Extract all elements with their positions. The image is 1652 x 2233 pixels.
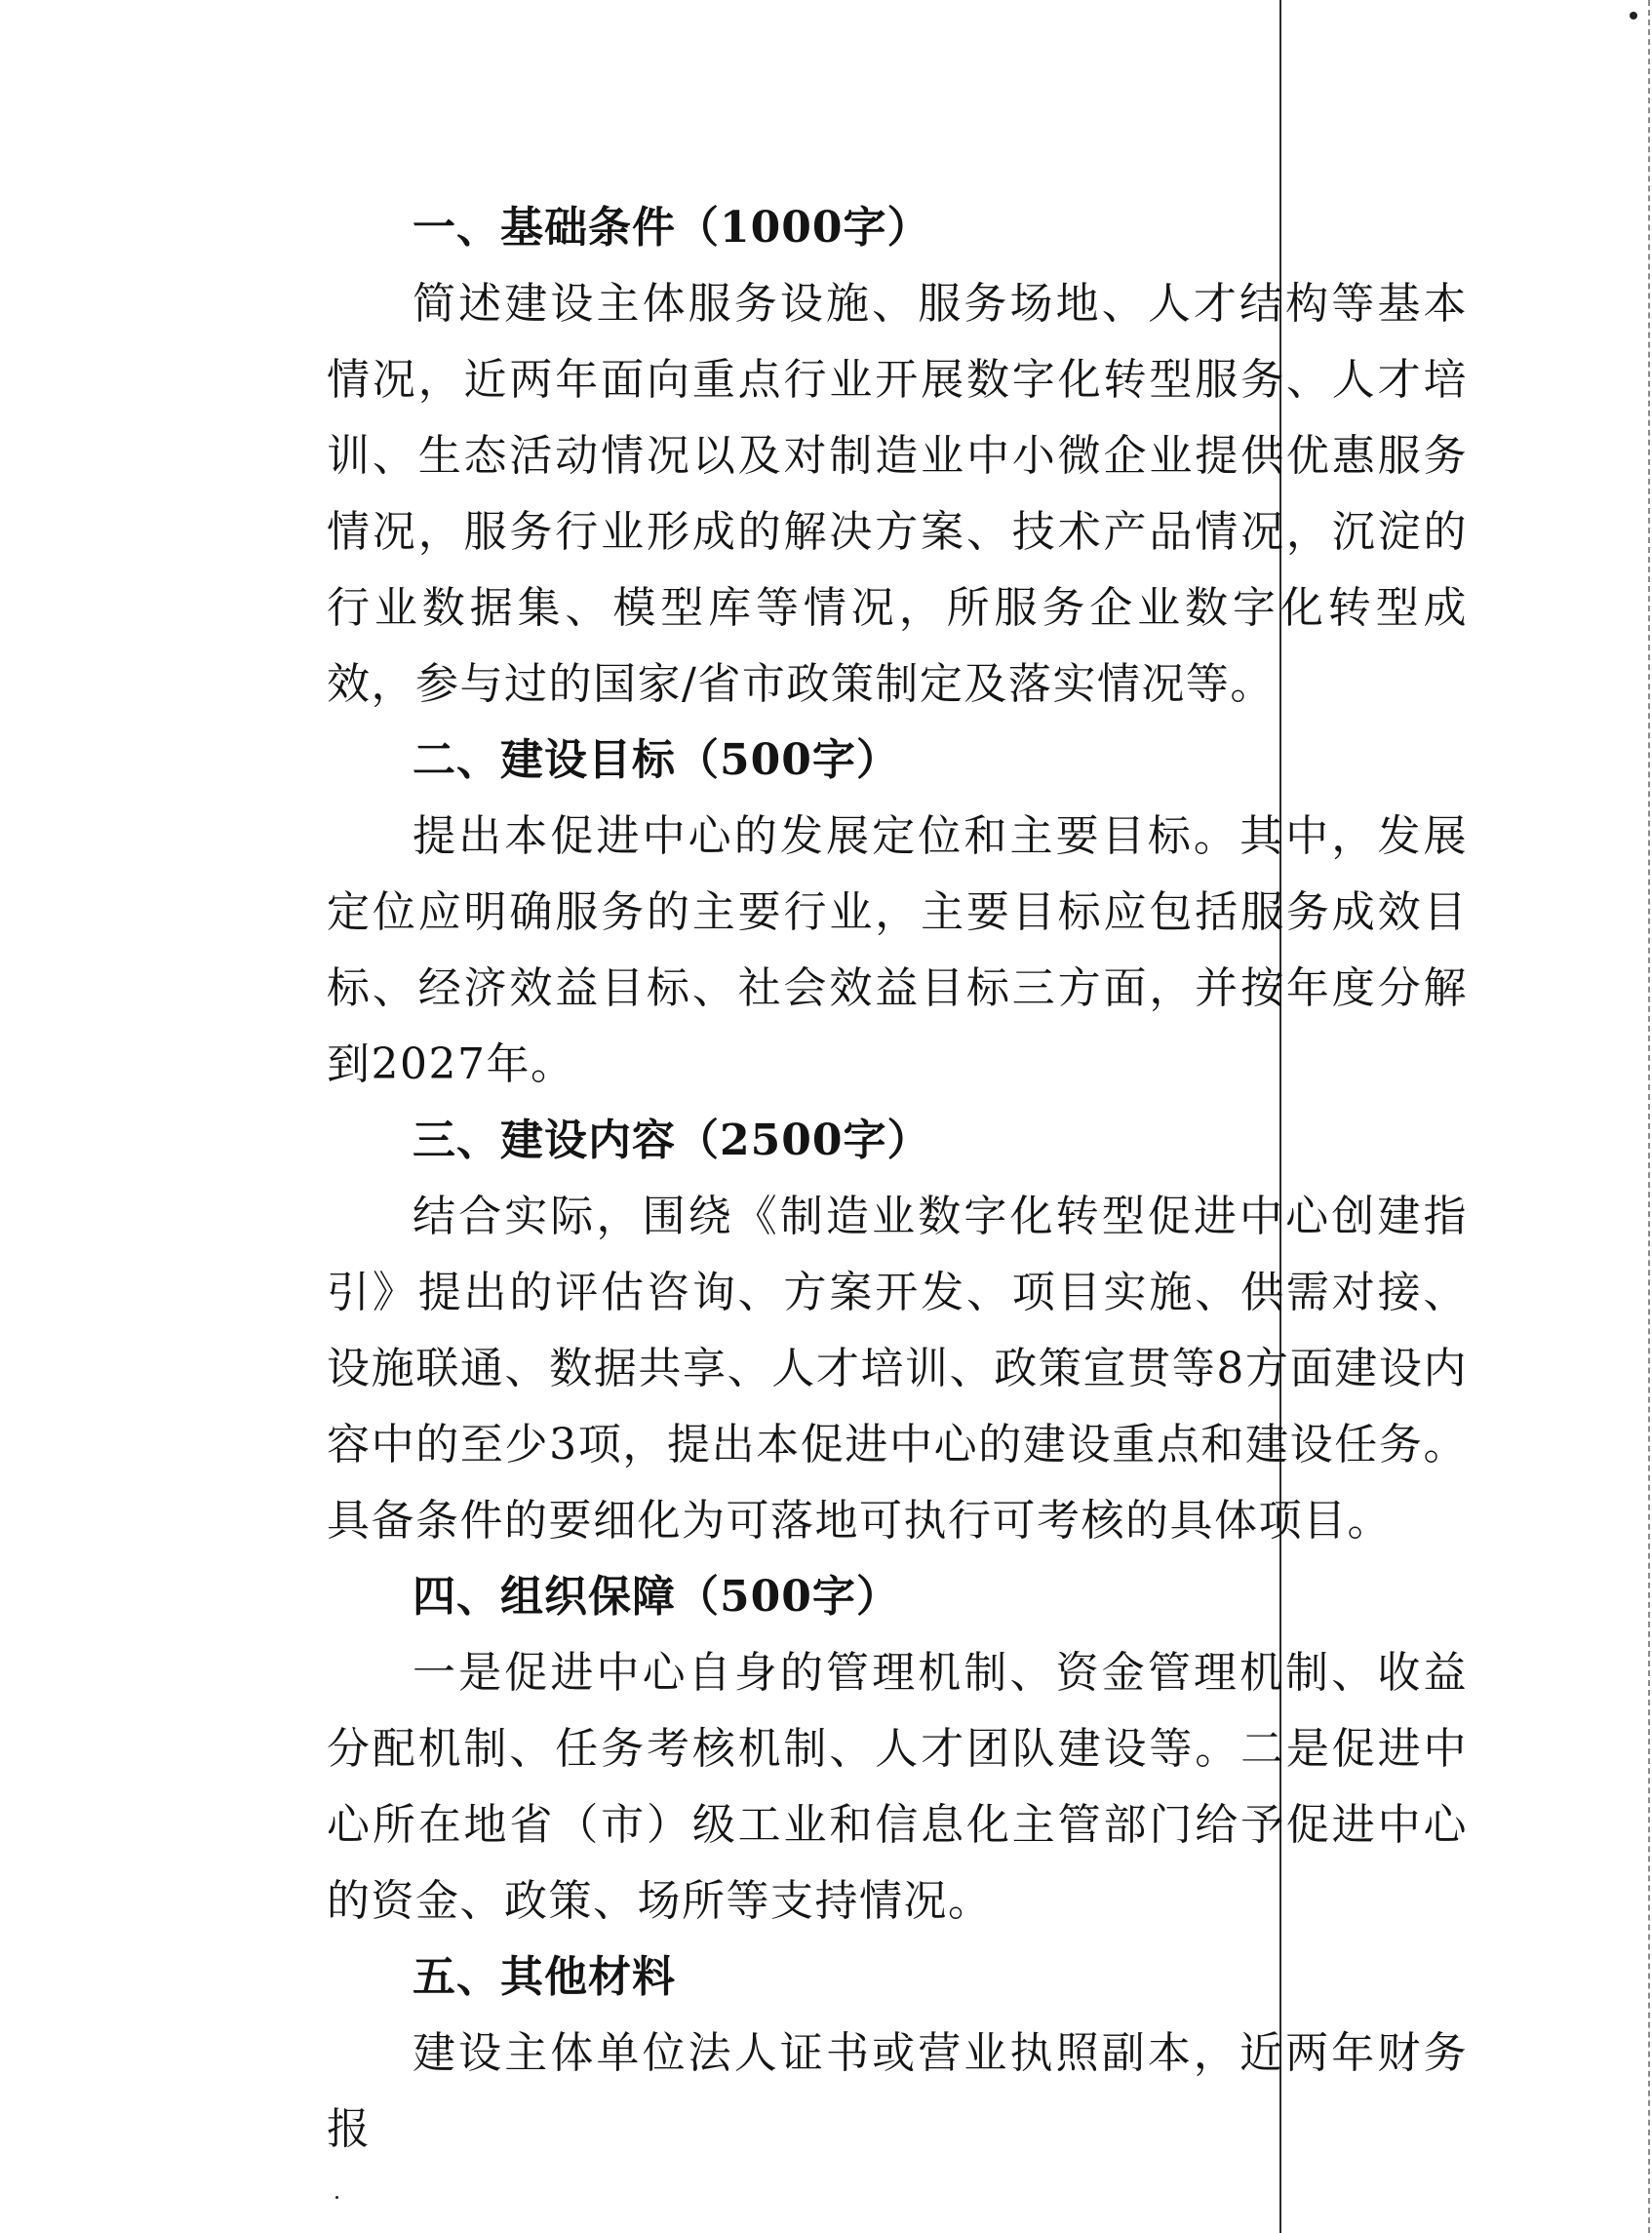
section-paragraph: 简述建设主体服务设施、服务场地、人才结构等基本情况，近两年面向重点行业开展数字化转型服务、人才培训、生态活动情况以及对制造业中小微企业提供优惠服务情况，服务行业形成的解决方案、技术产品情况，沉淀的行业数据集、模型库等情况，所服务企业数字化转型成效，参与过的国家/省市政策制定及落实情况等。: [327, 279, 1468, 709]
section-paragraph: 结合实际，围绕《制造业数字化转型促进中心创建指引》提出的评估咨询、方案开发、项目实施、供需对接、设施联通、数据共享、人才培训、政策宣贯等8方面建设内容中的至少3项，提出本促进中心的建设重点和建设任务。具备条件的要细化为可落地可执行可考核的具体项目。: [327, 1192, 1468, 1546]
section-organizational-support: [327, 1559, 1468, 1939]
scan-speck: [335, 2196, 338, 2199]
section-heading: 四、组织保障（500字）: [413, 1572, 900, 1622]
section-paragraph: 一是促进中心自身的管理机制、资金管理机制、收益分配机制、任务考核机制、人才团队建设等。二是促进中心所在地省（市）级工业和信息化主管部门给予促进中心的资金、政策、场所等支持情况。: [327, 1648, 1468, 1926]
section-other-materials: [327, 1939, 1468, 2168]
section-basic-conditions: [327, 190, 1468, 723]
section-paragraph: 建设主体单位法人证书或营业执照副本，近两年财务报: [327, 2028, 1468, 2154]
section-heading: 三、建设内容（2500字）: [413, 1116, 931, 1165]
scan-speck: [1630, 12, 1637, 20]
section-heading: 一、基础条件（1000字）: [413, 203, 931, 253]
section-paragraph: 提出本促进中心的发展定位和主要目标。其中，发展定位应明确服务的主要行业，主要目标应包括服务成效目标、经济效益目标、社会效益目标三方面，并按年度分解到2027年。: [327, 811, 1468, 1089]
scan-edge-line: [1648, 0, 1650, 2233]
document-body: [327, 190, 1468, 2168]
section-construction-goals: [327, 723, 1468, 1103]
section-heading: 五、其他材料: [413, 1952, 676, 2002]
section-construction-content: [327, 1103, 1468, 1559]
section-heading: 二、建设目标（500字）: [413, 735, 900, 785]
